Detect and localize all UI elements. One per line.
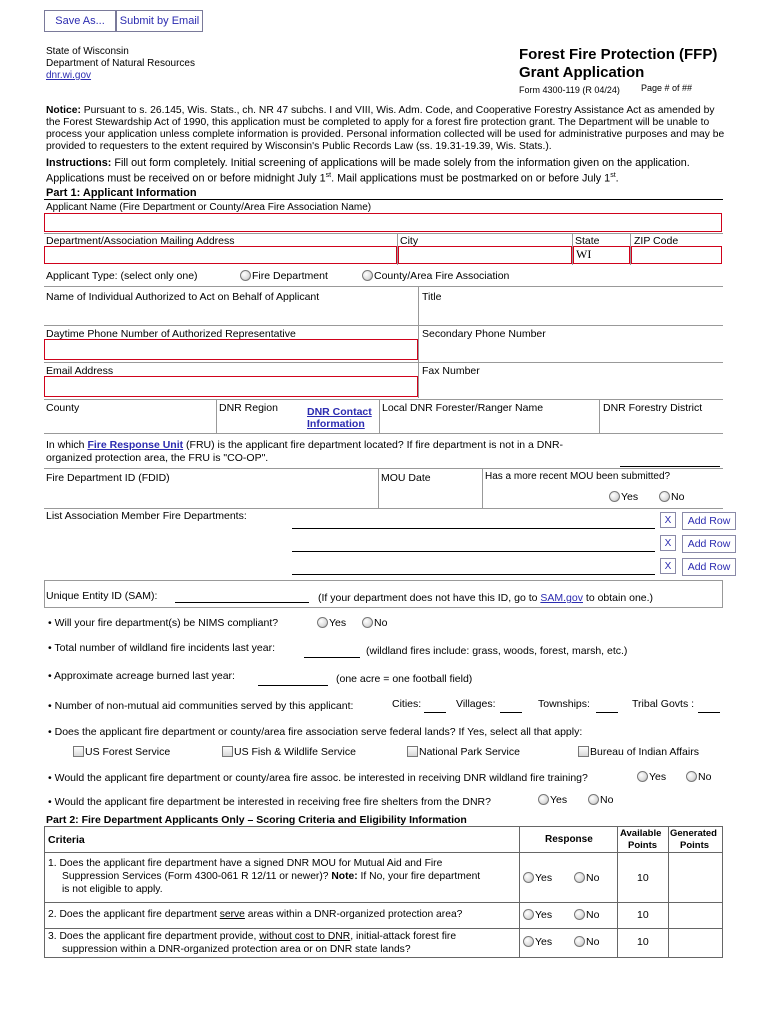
acreage-input[interactable] — [258, 685, 328, 686]
mou-recent-label: Has a more recent MOU been submitted? — [485, 471, 671, 482]
fru-text-a: In which — [46, 439, 88, 451]
agency-line1: State of Wisconsin — [46, 46, 129, 57]
bullet: • — [48, 772, 52, 784]
nims-no-label: No — [374, 617, 388, 629]
incidents-note: (wildland fires include: grass, woods, forest, marsh, etc.) — [366, 645, 628, 657]
notice-paragraph — [46, 105, 726, 153]
shelters-text: Would the applicant fire department be interested in receiving free fire shelters from the DNR? — [54, 796, 491, 808]
tribal-input[interactable] — [698, 712, 720, 713]
q3-yes-radio[interactable] — [523, 936, 534, 947]
remove-row-button-1[interactable]: X — [660, 512, 676, 528]
q1-line2 — [62, 871, 480, 882]
training-question — [48, 772, 588, 784]
remove-row-button-3[interactable]: X — [660, 558, 676, 574]
q3-no-radio[interactable] — [574, 936, 585, 947]
form-number: Form 4300-119 (R 04/24) — [519, 85, 620, 95]
q1-yes-radio[interactable] — [523, 872, 534, 883]
nims-no-radio[interactable] — [362, 617, 373, 628]
acreage-text: Approximate acreage burned last year: — [54, 670, 235, 682]
shelters-yes-radio[interactable] — [538, 794, 549, 805]
part2-title: Part 2: Fire Department Applicants Only – Scoring Criteria and Eligibility Information — [46, 814, 467, 826]
sam-gov-link[interactable]: SAM.gov — [540, 592, 583, 604]
usfs-label: US Forest Service — [85, 746, 171, 758]
authorized-name-label: Name of Individual Authorized to Act on Behalf of Applicant — [46, 291, 320, 303]
website-link[interactable]: dnr.wi.gov — [46, 70, 92, 81]
type-fire-dept-radio[interactable] — [240, 270, 251, 281]
add-row-button-3[interactable]: Add Row — [682, 558, 736, 576]
q2-no-label: No — [586, 909, 600, 921]
q3-line2: suppression within a DNR-organized protection area or on DNR state lands? — [62, 944, 411, 955]
cities-label: Cities: — [392, 698, 422, 710]
q2-underline: serve — [219, 909, 245, 920]
col-available-2: Points — [628, 840, 658, 851]
q2-text-b: areas within a DNR-organized protection area? — [244, 909, 463, 920]
q1-line1: 1. Does the applicant fire department have a signed DNR MOU for Mutual Aid and Fire — [48, 858, 443, 869]
q1-text-b: If No, your fire department — [357, 871, 481, 882]
q2-points: 10 — [637, 909, 649, 921]
acreage-note: (one acre = one football field) — [336, 673, 473, 685]
county-label: County — [46, 402, 80, 414]
page-number: Page # of ## — [641, 83, 693, 93]
q2-no-radio[interactable] — [574, 909, 585, 920]
communities-question — [48, 700, 353, 712]
city-label: City — [400, 235, 419, 247]
nps-checkbox[interactable] — [407, 746, 418, 757]
col-generated-2: Points — [680, 840, 710, 851]
communities-text: Number of non-mutual aid communities served by this applicant: — [54, 700, 354, 712]
col-criteria: Criteria — [48, 834, 85, 846]
add-row-button-1[interactable]: Add Row — [682, 512, 736, 530]
training-no-label: No — [698, 771, 712, 783]
agency-line2: Department of Natural Resources — [46, 58, 195, 69]
uei-note-b: to obtain one.) — [582, 592, 654, 604]
secondary-phone-label: Secondary Phone Number — [422, 328, 546, 340]
notice-text: Pursuant to s. 26.145, Wis. Stats., ch. NR 47 subchs. I and VIII, Wis. Adm. Code, and Cooperative Forestry Assistance Act as amended by the Forest Stewardship Act of 1990, this application must be completed to apply for a forest fire protection grant. The Department will be unable to process your application unless complete information is provided. Personal information collected will be used for administrative purposes and may be provided to requesters to the extent required by Wisconsin's Public Records Law (ss. 19.31-19.39, Wis. Stats.). — [46, 105, 725, 152]
tribal-label: Tribal Govts : — [632, 698, 695, 710]
forestry-district-label: DNR Forestry District — [603, 402, 703, 414]
q1-points: 10 — [637, 872, 649, 884]
mou-yes-radio[interactable] — [609, 491, 620, 502]
add-row-button-2[interactable]: Add Row — [682, 535, 736, 553]
training-yes-label: Yes — [649, 771, 667, 783]
incidents-input[interactable] — [304, 657, 360, 658]
bullet: • — [48, 700, 52, 712]
instructions-line2 — [46, 170, 746, 185]
instructions-line1: Fill out form completely. Initial screening of applications will be made solely from the information given on the application. — [111, 157, 690, 169]
local-forester-label: Local DNR Forester/Ranger Name — [382, 402, 544, 414]
villages-label: Villages: — [456, 698, 496, 710]
instructions-mail-text: . Mail applications must be postmarked on or before July 1 — [331, 172, 611, 185]
bia-label: Bureau of Indian Affairs — [590, 746, 699, 758]
mou-yes-label: Yes — [621, 491, 639, 503]
superscript-st: st — [325, 172, 332, 179]
instructions-paragraph — [46, 157, 736, 169]
instructions-period: . — [615, 172, 619, 185]
member-dept-input-3[interactable] — [292, 574, 655, 575]
state-label: State — [575, 235, 600, 247]
incidents-text: Total number of wildland fire incidents last year: — [54, 642, 276, 654]
usfws-checkbox[interactable] — [222, 746, 233, 757]
q2-text — [48, 909, 462, 920]
mou-date-label: MOU Date — [381, 472, 431, 484]
instructions-label: Instructions: — [46, 157, 112, 169]
uei-input[interactable] — [175, 602, 309, 603]
mou-no-label: No — [671, 491, 685, 503]
city-input[interactable] — [398, 246, 572, 264]
uei-label: Unique Entity ID (SAM): — [46, 590, 158, 602]
nims-yes-radio[interactable] — [317, 617, 328, 628]
nims-yes-label: Yes — [329, 617, 347, 629]
q1-note: Note: — [331, 871, 358, 882]
shelters-yes-label: Yes — [550, 794, 568, 806]
q3-no-label: No — [586, 936, 600, 948]
type-fire-dept-label: Fire Department — [252, 270, 328, 282]
email-label: Email Address — [46, 365, 114, 377]
fdid-label: Fire Department ID (FDID) — [46, 472, 170, 484]
col-available-1: Available — [620, 828, 662, 839]
shelters-no-radio[interactable] — [588, 794, 599, 805]
daytime-phone-input[interactable] — [44, 339, 418, 360]
notice-label: Notice: — [46, 105, 81, 116]
townships-label: Townships: — [538, 698, 590, 710]
applicant-type-label: Applicant Type: (select only one) — [46, 270, 198, 282]
q1-no-label: No — [586, 872, 600, 884]
villages-input[interactable] — [500, 712, 522, 713]
training-text: Would the applicant fire department or county/area fire assoc. be interested in receiving DNR wildland fire training? — [54, 772, 588, 784]
type-county-label: County/Area Fire Association — [374, 270, 510, 282]
fru-link[interactable]: Fire Response Unit — [87, 439, 184, 451]
q1-yes-label: Yes — [535, 872, 553, 884]
training-no-radio[interactable] — [686, 771, 697, 782]
col-response: Response — [545, 834, 593, 845]
q3-text-b: , initial-attack forest fire — [350, 931, 457, 942]
fru-input[interactable] — [620, 466, 720, 467]
q1-text-a: Suppression Services (Form 4300-061 R 12/11 or newer)? — [62, 871, 332, 882]
mailing-address-label: Department/Association Mailing Address — [46, 235, 235, 247]
acreage-question — [48, 670, 235, 682]
bullet: • — [48, 670, 52, 682]
nims-question — [48, 617, 278, 629]
q3-yes-label: Yes — [535, 936, 553, 948]
submit-email-button[interactable]: Submit by Email — [116, 10, 203, 32]
q1-no-radio[interactable] — [574, 872, 585, 883]
q1-line3: is not eligible to apply. — [62, 884, 163, 895]
applicant-name-input[interactable] — [44, 213, 722, 232]
fru-question — [46, 439, 563, 451]
member-dept-input-1[interactable] — [292, 528, 655, 529]
bullet: • — [48, 617, 52, 629]
fax-label: Fax Number — [422, 365, 480, 377]
mailing-address-input[interactable] — [44, 246, 397, 264]
q3-line1 — [48, 931, 456, 942]
title-label: Title — [422, 291, 442, 303]
col-generated-1: Generated — [670, 828, 717, 839]
uei-note-a: (If your department does not have this ID, go to — [318, 592, 541, 604]
uei-note — [318, 592, 653, 604]
incidents-question — [48, 642, 275, 654]
dnr-contact-link-line2[interactable]: Information — [307, 418, 365, 430]
form-title-line1: Forest Fire Protection (FFP) — [519, 46, 718, 63]
daytime-phone-label: Daytime Phone Number of Authorized Representative — [46, 328, 296, 340]
fru-text-c: organized protection area, the FRU is "CO-OP". — [46, 452, 269, 464]
mou-no-radio[interactable] — [659, 491, 670, 502]
q3-points: 10 — [637, 936, 649, 948]
q2-yes-label: Yes — [535, 909, 553, 921]
federal-question — [48, 726, 582, 738]
zip-input[interactable] — [631, 246, 722, 264]
training-yes-radio[interactable] — [637, 771, 648, 782]
applicant-name-label: Applicant Name (Fire Department or County/Area Fire Association Name) — [46, 202, 372, 213]
dnr-contact-link[interactable]: DNR Contact — [307, 406, 372, 418]
type-county-radio[interactable] — [362, 270, 373, 281]
save-as-button[interactable]: Save As... — [44, 10, 116, 32]
q3-text-a: 3. Does the applicant fire department provide, — [48, 931, 260, 942]
cities-input[interactable] — [424, 712, 446, 713]
bullet: • — [48, 642, 52, 654]
shelters-question — [48, 796, 491, 808]
usfws-label: US Fish & Wildlife Service — [234, 746, 356, 758]
superscript-st-2: st — [610, 172, 616, 179]
email-input[interactable] — [44, 376, 418, 397]
townships-input[interactable] — [596, 712, 618, 713]
q2-yes-radio[interactable] — [523, 909, 534, 920]
form-title-line2: Grant Application — [519, 64, 645, 81]
member-depts-label: List Association Member Fire Departments: — [46, 510, 247, 522]
zip-label: ZIP Code — [634, 235, 679, 247]
bia-checkbox[interactable] — [578, 746, 589, 757]
member-dept-input-2[interactable] — [292, 551, 655, 552]
nims-text: Will your fire department(s) be NIMS compliant? — [54, 617, 279, 629]
q2-text-a: 2. Does the applicant fire department — [48, 909, 220, 920]
fru-text-b: (FRU) is the applicant fire department located? If fire department is not in a DNR- — [183, 439, 564, 451]
nps-label: National Park Service — [419, 746, 520, 758]
dnr-region-label: DNR Region — [219, 402, 278, 414]
bullet: • — [48, 796, 52, 808]
q3-underline: without cost to DNR — [259, 931, 351, 942]
part1-title: Part 1: Applicant Information — [46, 187, 197, 199]
instructions-deadline-text: Applications must be received on or before midnight July 1 — [46, 172, 326, 185]
remove-row-button-2[interactable]: X — [660, 535, 676, 551]
federal-text: Does the applicant fire department or county/area fire association serve federal lands? If Yes, select all that apply: — [54, 726, 583, 738]
bullet: • — [48, 726, 52, 738]
usfs-checkbox[interactable] — [73, 746, 84, 757]
shelters-no-label: No — [600, 794, 614, 806]
state-input[interactable]: WI — [573, 246, 630, 264]
